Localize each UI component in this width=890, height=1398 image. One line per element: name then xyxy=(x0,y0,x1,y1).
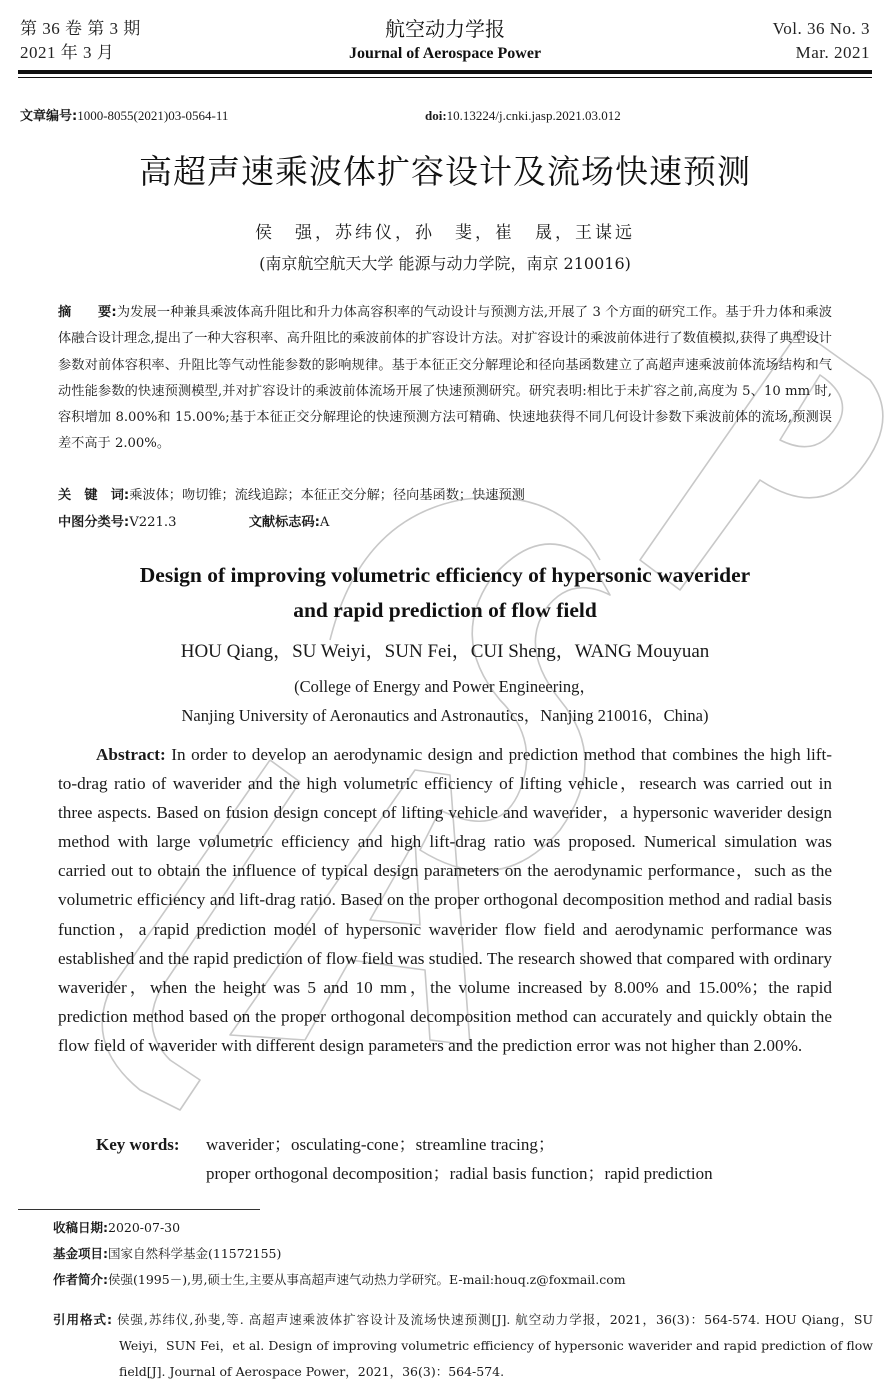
journal-name-cn: 航空动力学报 xyxy=(385,17,505,41)
abstract-en xyxy=(58,740,832,1060)
authors-en: HOU Qiang，SU Weiyi，SUN Fei，CUI Sheng，WANG Mouyuan xyxy=(180,641,710,662)
title-cn: 高超声速乘波体扩容设计及流场快速预测 xyxy=(139,152,751,191)
received-date xyxy=(53,1219,180,1237)
classification-cn xyxy=(58,511,329,535)
title-en xyxy=(60,558,830,628)
abstract-cn xyxy=(58,300,832,458)
citation-value: 侯强,苏纬仪,孙斐,等. 高超声速乘波体扩容设计及流场快速预测[J]. 航空动力学报，2021，36(3)：564-574. HOU Qiang，SU Weiyi，SUN Fei，et al. Design of improving volumetric efficiency of hypersonic waverider and rapid prediction of flow field[J]. Journal of Aerospace Power，2021，36(3)：564-574. xyxy=(116,1312,873,1379)
abstract-cn-label: 摘 要: xyxy=(58,305,117,320)
running-header-right xyxy=(773,17,870,65)
received-value: 2020-07-30 xyxy=(108,1220,181,1235)
article-number-label: 文章编号: xyxy=(20,109,78,124)
header-rule-thin xyxy=(18,77,872,78)
fund-label: 基金项目: xyxy=(53,1246,108,1261)
citation-format xyxy=(53,1307,873,1385)
header-rule-thick xyxy=(18,70,872,74)
doi xyxy=(425,106,621,126)
article-number xyxy=(20,106,228,127)
keywords-cn-body: 乘波体；吻切锥；流线追踪；本征正交分解；径向基函数；快速预测 xyxy=(129,488,525,503)
date-en: Mar. 2021 xyxy=(795,43,870,62)
journal-name-en: Journal of Aerospace Power xyxy=(348,45,542,62)
volume-issue-en: Vol. 36 No. 3 xyxy=(772,19,870,38)
keywords-en-line2: proper orthogonal decomposition；radial basis function；rapid prediction xyxy=(206,1164,713,1183)
footnote-rule xyxy=(18,1209,260,1210)
authors-cn: 侯 强，苏纬仪，孙 斐，崔 晟，王谋远 xyxy=(255,223,635,243)
keywords-en xyxy=(96,1130,713,1188)
keywords-en-line1: waverider；osculating-cone；streamline tracing； xyxy=(206,1135,555,1154)
doc-code-label: 文献标志码: xyxy=(248,515,320,530)
title-en-line2: and rapid prediction of flow field xyxy=(293,598,597,622)
abstract-en-body: In order to develop an aerodynamic design and prediction method that combines the high lift-to-drag ratio of waverider and the high volumetric efficiency of lifting vehicle，research was carried out in three aspects. Based on fusion design concept of lifting vehicle and waverider，a hypersonic waverider design method with large volumetric efficiency and high lift-drag ratio was proposed. Numerical simulation was carried out to obtain the influence of typical design parameters on the aerodynamic performance，such as the volumetric efficiency and lift-drag ratio. Based on the proper orthogonal decomposition method and radial basis function，a rapid prediction model of hypersonic waverider flow field and aerodynamic performance was established and the rapid prediction of flow field was studied. The research showed that compared with ordinary waverider，when the height was 5 and 10 mm，the volume increased by 8.00% and 15.00%；the rapid prediction method based on the proper orthogonal decomposition method can accurately and quickly obtain the flow field of waverider with different design parameters and the prediction error was not higher than 2.00%. xyxy=(58,745,833,1055)
affiliation-cn: (南京航空航天大学 能源与动力学院，南京 210016) xyxy=(259,254,631,273)
author-bio-value: 侯强(1995－),男,硕士生,主要从事高超声速气动热力学研究。E-mail:houq.z@foxmail.com xyxy=(108,1272,626,1287)
article-number-value: 1000-8055(2021)03-0564-11 xyxy=(77,108,229,123)
running-header-center xyxy=(0,15,890,65)
abstract-en-label: Abstract: xyxy=(96,745,166,764)
citation-label: 引用格式: xyxy=(53,1312,112,1327)
title-en-line1: Design of improving volumetric efficiency of hypersonic waverider xyxy=(139,563,751,587)
volume-issue-cn: 第 36 卷 第 3 期 xyxy=(20,19,141,38)
abstract-cn-body: 为发展一种兼具乘波体高升阻比和升力体高容积率的气动设计与预测方法,开展了 3 个方面的研究工作。基于升力体和乘波体融合设计理念,提出了一种大容积率、高升阻比的乘波前体的扩容设计方法。对扩容设计的乘波前体进行了数值模拟,获得了典型设计参数对前体容积率、升阻比等气动性能参数的影响规律。基于本征正交分解理论和径向基函数建立了高超声速乘波前体流场结构和气动性能参数的快速预测模型,并对扩容设计的乘波前体流场开展了快速预测研究。研究表明:相比于未扩容之前,高度为 5、10 mm 时,容积增加 8.00%和 15.00%;基于本征正交分解理论的快速预测方法可精确、快速地获得不同几何设计参数下乘波前体的流场,预测误差不高于 2.00%。 xyxy=(58,305,832,452)
doi-value[interactable]: 10.13224/j.cnki.jasp.2021.03.012 xyxy=(446,108,621,123)
keywords-en-label: Key words: xyxy=(96,1135,180,1154)
author-bio xyxy=(53,1271,626,1289)
clc-value: V221.3 xyxy=(129,515,177,530)
doi-label: doi: xyxy=(425,108,447,123)
author-bio-label: 作者简介: xyxy=(53,1272,108,1287)
affiliation-en-line1: (College of Energy and Power Engineering， xyxy=(294,677,596,696)
affiliation-en-line2: Nanjing University of Aeronautics and Astronautics，Nanjing 210016，China) xyxy=(181,706,709,725)
clc-label: 中图分类号: xyxy=(58,515,130,530)
keywords-cn-label: 关 键 词: xyxy=(58,488,130,503)
received-label: 收稿日期: xyxy=(53,1220,108,1235)
keywords-cn xyxy=(58,484,525,508)
fund-value: 国家自然科学基金(11572155) xyxy=(108,1246,282,1261)
date-cn: 2021 年 3 月 xyxy=(20,43,115,62)
fund-project xyxy=(53,1245,281,1263)
doc-code-value: A xyxy=(319,515,330,530)
